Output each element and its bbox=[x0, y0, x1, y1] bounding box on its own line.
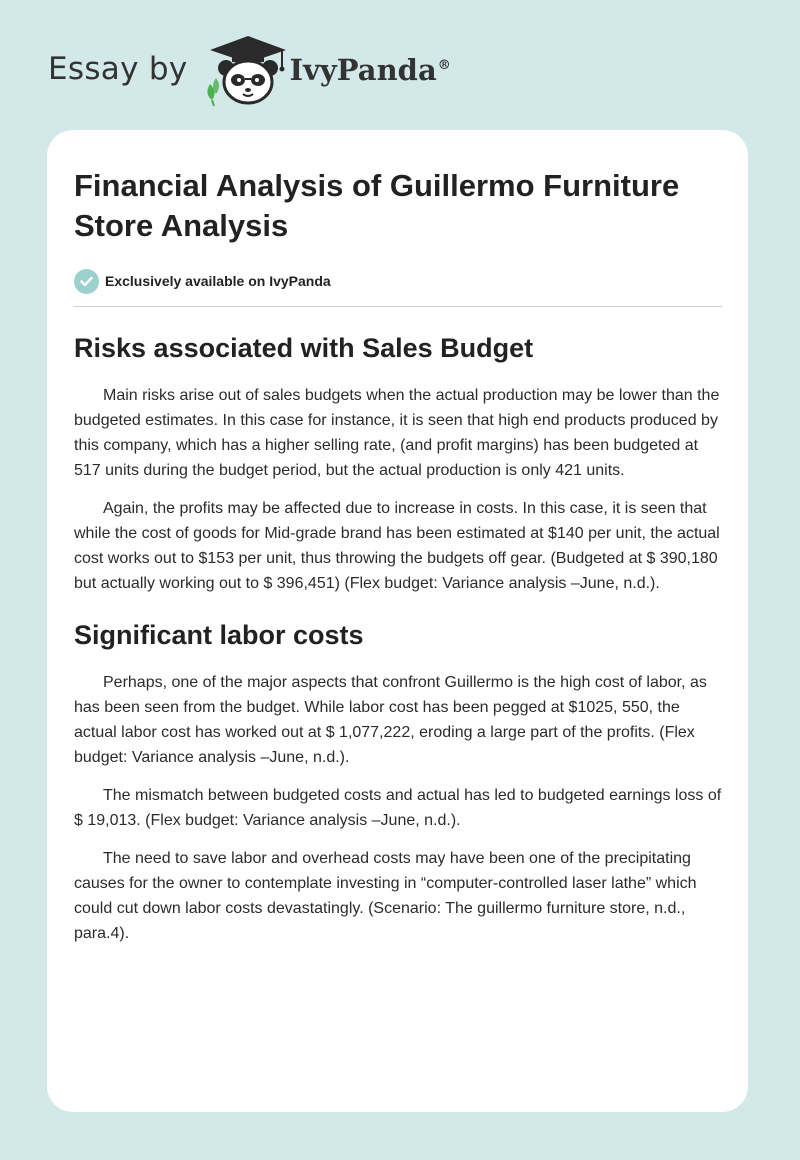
registered-mark: ® bbox=[437, 58, 451, 74]
section-labor-costs bbox=[74, 618, 722, 946]
paragraph: Perhaps, one of the major aspects that confront Guillermo is the high cost of labor, as has been seen from the budget. While labor cost has been pegged at $1025, 550, the actual labor cost has worked out at $ 1,077,222, eroding a large part of the profits. (Flex budget: Variance analysis –June, n.d.). bbox=[74, 674, 707, 766]
paragraph: The need to save labor and overhead costs may have been one of the precipitating causes for the owner to contemplate investing in “computer-controlled laser lathe” which could cut down labor costs devastatingly. (Scenario: The guillermo furniture store, n.d., para.4). bbox=[74, 850, 697, 942]
brand-name: IvyPanda® bbox=[289, 53, 451, 87]
essay-title: Financial Analysis of Guillermo Furniture Store Analysis bbox=[74, 168, 680, 243]
paragraph: The mismatch between budgeted costs and actual has led to budgeted earnings loss of $ 19,013. (Flex budget: Variance analysis –June, n.d.). bbox=[74, 787, 722, 829]
divider bbox=[74, 306, 722, 307]
paragraph: Again, the profits may be affected due to increase in costs. In this case, it is seen that while the cost of goods for Mid-grade brand has been estimated at $140 per unit, the actual cost works out to $153 per unit, thus throwing the budgets off gear. (Budgeted at $ 390,180 but actually working out to $ 396,451) (Flex budget: Variance analysis –June, n.d.). bbox=[74, 500, 720, 592]
brand-prefix: Essay by bbox=[48, 51, 188, 87]
section-heading: Significant labor costs bbox=[74, 620, 364, 650]
exclusive-badge bbox=[74, 268, 722, 294]
site-brand[interactable] bbox=[48, 34, 451, 108]
section-heading: Risks associated with Sales Budget bbox=[74, 333, 534, 363]
panda-logo-icon bbox=[202, 34, 294, 108]
exclusive-label: Exclusively available on IvyPanda bbox=[105, 273, 331, 289]
section-sales-budget-risks bbox=[74, 331, 722, 596]
essay-card bbox=[47, 130, 748, 1112]
paragraph: Main risks arise out of sales budgets when the actual production may be lower than the budgeted estimates. In this case for instance, it is seen that high end products produced by this company, which has a higher selling rate, (and profit margins) has been budgeted at 517 units during the budget period, but the actual production is only 421 units. bbox=[74, 387, 720, 479]
check-icon bbox=[74, 269, 99, 294]
